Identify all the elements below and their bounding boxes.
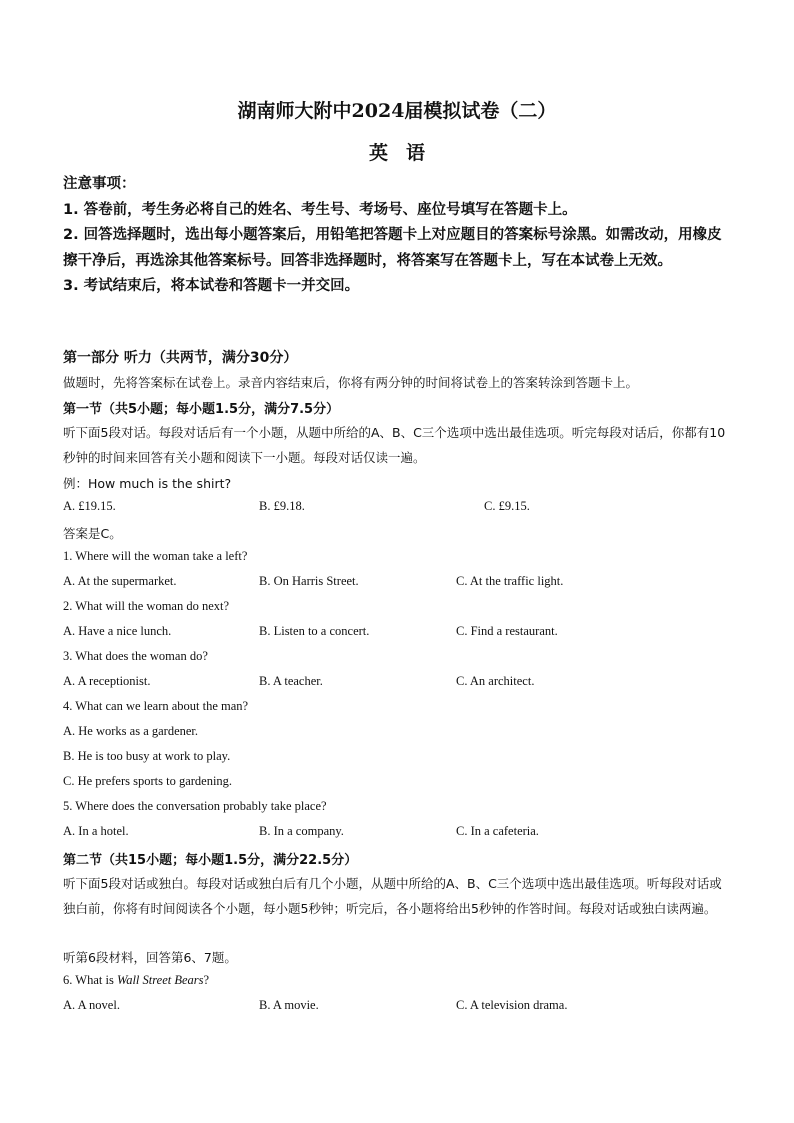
subject-title: 英语 xyxy=(368,142,443,164)
q1-option-a: A. At the supermarket. xyxy=(63,574,177,588)
q1-option-c: C. At the traffic light. xyxy=(456,574,564,588)
notice-block xyxy=(63,172,733,300)
example-option-c: C. £9.15. xyxy=(484,499,530,513)
q6-prefix: 6. What is xyxy=(63,973,117,987)
q6-option-c: C. A television drama. xyxy=(456,998,568,1012)
q4-option-c: C. He prefers sports to gardening. xyxy=(63,774,233,788)
example-question-text: 例：How much is the shirt? xyxy=(63,476,232,491)
notice-item-2: 2. 回答选择题时，选出每小题答案后，用铅笔把答题卡上对应题目的答案标号涂黑。如需改动，用橡皮擦干净后，再选涂其他答案标号。回答非选择题时，将答案写在答题卡上，写在本试卷上无效。 xyxy=(63,227,722,269)
example-option-a: A. £19.15. xyxy=(63,499,116,513)
material-6-note: 听第6段材料，回答第6、7题。 xyxy=(63,950,237,965)
q6-title: Wall Street Bears xyxy=(116,973,204,987)
q6-suffix: ? xyxy=(203,973,210,987)
section2-heading: 第二节（共15小题；每小题1.5分，满分22.5分） xyxy=(63,853,358,868)
q5-option-c: C. In a cafeteria. xyxy=(456,824,539,838)
part1-heading: 第一部分 听力（共两节，满分30分） xyxy=(63,350,298,366)
question-5: 5. Where does the conversation probably take place? xyxy=(63,799,327,813)
notice-item-3: 3. 考试结束后，将本试卷和答题卡一并交回。 xyxy=(63,278,360,295)
exam-title: 湖南师大附中2024届模拟试卷（二） xyxy=(237,100,557,122)
q6-option-b: B. A movie. xyxy=(259,998,319,1012)
question-3: 3. What does the woman do? xyxy=(63,649,208,663)
section1-instructions: 听下面5段对话。每段对话后有一个小题，从题中所给的A、B、C三个选项中选出最佳选项。听完每段对话后，你都有10秒钟的时间来回答有关小题和阅读下一小题。每段对话仅读一遍。 xyxy=(63,425,726,465)
q2-option-c: C. Find a restaurant. xyxy=(456,624,558,638)
question-1: 1. Where will the woman take a left? xyxy=(63,549,248,563)
section1-heading: 第一节（共5小题；每小题1.5分，满分7.5分） xyxy=(63,402,340,417)
q5-option-a: A. In a hotel. xyxy=(63,824,129,838)
question-2: 2. What will the woman do next? xyxy=(63,599,230,613)
example-question xyxy=(63,474,231,492)
q6-option-a: A. A novel. xyxy=(63,998,120,1012)
q1-option-b: B. On Harris Street. xyxy=(259,574,359,588)
q5-option-b: B. In a company. xyxy=(259,824,344,838)
notice-item-1: 1. 答卷前，考生务必将自己的姓名、考生号、考场号、座位号填写在答题卡上。 xyxy=(63,201,577,218)
example-answer: 答案是C。 xyxy=(63,526,122,541)
q3-option-c: C. An architect. xyxy=(456,674,535,688)
q4-option-a: A. He works as a gardener. xyxy=(63,724,199,738)
q3-option-b: B. A teacher. xyxy=(259,674,323,688)
question-6 xyxy=(63,973,209,988)
q3-option-a: A. A receptionist. xyxy=(63,674,151,688)
q2-option-a: A. Have a nice lunch. xyxy=(63,624,172,638)
example-option-b: B. £9.18. xyxy=(259,499,305,513)
part1-intro: 做题时，先将答案标在试卷上。录音内容结束后，你将有两分钟的时间将试卷上的答案转涂到答题卡上。 xyxy=(63,375,639,390)
question-4: 4. What can we learn about the man? xyxy=(63,699,249,713)
q4-option-b: B. He is too busy at work to play. xyxy=(63,749,231,763)
q2-option-b: B. Listen to a concert. xyxy=(259,624,370,638)
notice-heading: 注意事项： xyxy=(63,176,136,192)
section2-instructions: 听下面5段对话或独白。每段对话或独白后有几个小题，从题中所给的A、B、C三个选项中选出最佳选项。听每段对话或独白前，你将有时间阅读各个小题，每小题5秒钟；听完后，各小题将给出5秒钟的作答时间。每段对话或独白读两遍。 xyxy=(63,876,722,916)
